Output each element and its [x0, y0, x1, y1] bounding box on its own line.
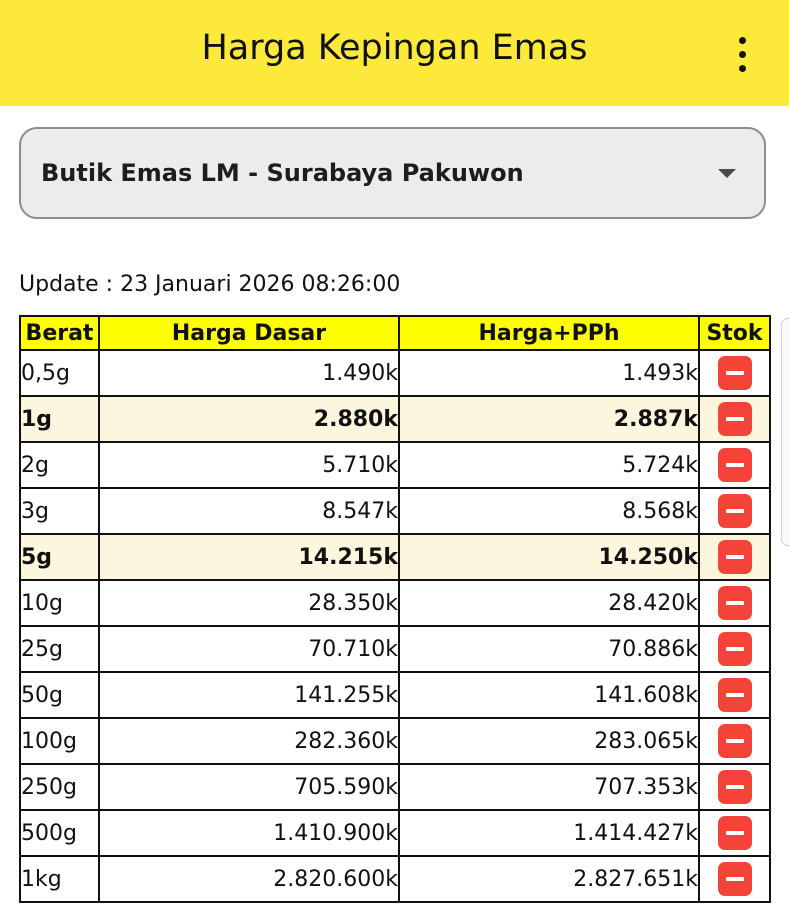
cell-harga-pph: 1.414.427k [399, 810, 699, 856]
table-row [20, 764, 770, 810]
price-table [19, 315, 771, 903]
header-harga-dasar: Harga Dasar [99, 316, 399, 350]
cell-harga-dasar: 1.410.900k [99, 810, 399, 856]
menu-dot [739, 65, 746, 72]
table-row [20, 442, 770, 488]
cell-harga-pph: 1.493k [399, 350, 699, 396]
table-row [20, 534, 770, 580]
cell-harga-pph: 2.887k [399, 396, 699, 442]
cell-berat: 5g [20, 534, 99, 580]
stock-unavailable-icon [718, 862, 752, 896]
stock-unavailable-icon [718, 586, 752, 620]
cell-stok [699, 856, 770, 902]
table-row [20, 488, 770, 534]
cell-stok [699, 580, 770, 626]
cell-harga-pph: 141.608k [399, 672, 699, 718]
app-title: Harga Kepingan Emas [201, 28, 588, 68]
cell-harga-pph: 14.250k [399, 534, 699, 580]
stock-unavailable-icon [718, 678, 752, 712]
cell-harga-pph: 70.886k [399, 626, 699, 672]
update-timestamp: Update : 23 Januari 2026 08:26:00 [19, 272, 401, 297]
header-stok: Stok [699, 316, 770, 350]
header-berat: Berat [20, 316, 99, 350]
menu-dot [739, 37, 746, 44]
cell-harga-dasar: 28.350k [99, 580, 399, 626]
cell-harga-dasar: 2.820.600k [99, 856, 399, 902]
cell-harga-dasar: 5.710k [99, 442, 399, 488]
cell-berat: 2g [20, 442, 99, 488]
location-dropdown-value: Butik Emas LM - Surabaya Pakuwon [41, 159, 524, 187]
stock-unavailable-icon [718, 540, 752, 574]
stock-unavailable-icon [718, 402, 752, 436]
cell-harga-dasar: 1.490k [99, 350, 399, 396]
stock-unavailable-icon [718, 816, 752, 850]
table-row [20, 350, 770, 396]
cell-harga-pph: 2.827.651k [399, 856, 699, 902]
cell-berat: 0,5g [20, 350, 99, 396]
location-dropdown[interactable] [19, 127, 766, 219]
cell-harga-dasar: 705.590k [99, 764, 399, 810]
table-row [20, 396, 770, 442]
table-row [20, 718, 770, 764]
cell-harga-dasar: 70.710k [99, 626, 399, 672]
cell-harga-dasar: 14.215k [99, 534, 399, 580]
cell-stok [699, 764, 770, 810]
cell-harga-pph: 283.065k [399, 718, 699, 764]
cell-berat: 1g [20, 396, 99, 442]
cell-stok [699, 626, 770, 672]
cell-stok [699, 396, 770, 442]
cell-harga-dasar: 2.880k [99, 396, 399, 442]
cell-stok [699, 488, 770, 534]
cell-stok [699, 810, 770, 856]
cell-berat: 3g [20, 488, 99, 534]
more-vert-icon[interactable] [724, 32, 760, 76]
stock-unavailable-icon [718, 770, 752, 804]
cell-stok [699, 534, 770, 580]
stock-unavailable-icon [718, 356, 752, 390]
cell-berat: 50g [20, 672, 99, 718]
cell-berat: 100g [20, 718, 99, 764]
cell-harga-pph: 8.568k [399, 488, 699, 534]
table-row [20, 672, 770, 718]
table-row [20, 810, 770, 856]
cell-harga-pph: 28.420k [399, 580, 699, 626]
cell-harga-dasar: 141.255k [99, 672, 399, 718]
dropdown-caret-icon [718, 169, 736, 178]
cell-berat: 250g [20, 764, 99, 810]
menu-dot [739, 51, 746, 58]
cell-stok [699, 672, 770, 718]
side-scroll-edge [781, 318, 789, 546]
cell-harga-pph: 707.353k [399, 764, 699, 810]
stock-unavailable-icon [718, 494, 752, 528]
table-row [20, 580, 770, 626]
cell-berat: 10g [20, 580, 99, 626]
cell-harga-pph: 5.724k [399, 442, 699, 488]
cell-stok [699, 350, 770, 396]
header-harga-pph: Harga+PPh [399, 316, 699, 350]
stock-unavailable-icon [718, 632, 752, 666]
cell-harga-dasar: 8.547k [99, 488, 399, 534]
price-table-header [20, 316, 770, 350]
cell-stok [699, 718, 770, 764]
cell-stok [699, 442, 770, 488]
stock-unavailable-icon [718, 724, 752, 758]
app-bar [0, 0, 789, 106]
cell-berat: 500g [20, 810, 99, 856]
cell-berat: 1kg [20, 856, 99, 902]
table-row [20, 626, 770, 672]
cell-harga-dasar: 282.360k [99, 718, 399, 764]
cell-berat: 25g [20, 626, 99, 672]
table-row [20, 856, 770, 902]
stock-unavailable-icon [718, 448, 752, 482]
